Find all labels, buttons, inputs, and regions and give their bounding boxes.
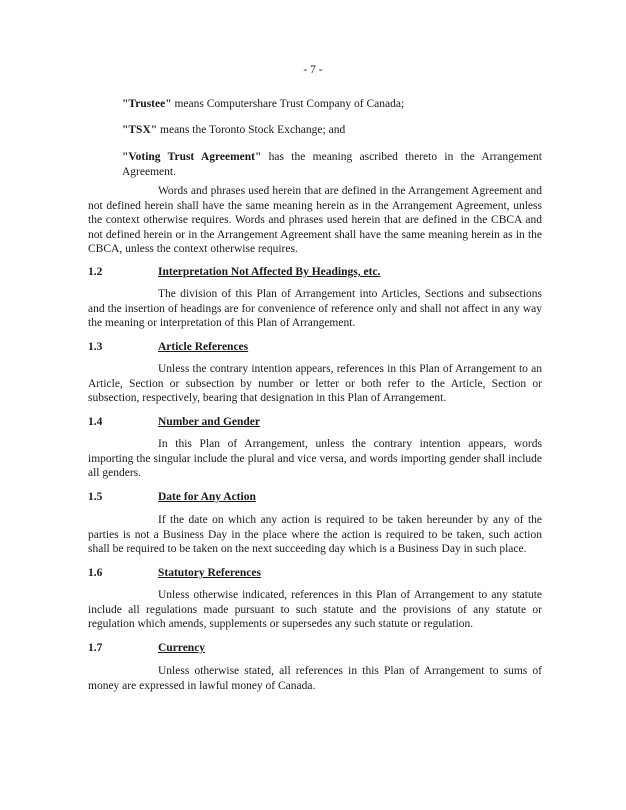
section-title: Currency: [158, 642, 206, 654]
definition-trustee: [122, 97, 542, 112]
section-number: 1.5: [88, 491, 103, 503]
section-number: 1.7: [88, 642, 103, 654]
section-number: 1.3: [88, 341, 103, 353]
section-body: The division of this Plan of Arrangement into Articles, Sections and subsections and the insertion of headings are for convenience of reference only and shall not affect in any way the meaning or interpretation of this Plan of Arrangement.: [88, 288, 542, 329]
section-title: Date for Any Action: [158, 491, 256, 503]
intro-paragraph: Words and phrases used herein that are defined in the Arrangement Agreement and not defined herein shall have the same meaning herein as in the Arrangement Agreement, unless the context otherwise requires. Words and phrases used herein that are defined in the CBCA and not defined herein or in the Arrangement Agreement shall have the same meaning herein as in the CBCA, unless the context otherwise requires.: [88, 185, 542, 255]
section-body: If the date on which any action is required to be taken hereunder by any of the parties is not a Business Day in the place where the action is required to be taken, such action shall be required to be taken on the next succeeding day which is a Business Day in such place.: [88, 514, 542, 555]
section-number: 1.2: [88, 266, 103, 278]
section-body: Unless the contrary intention appears, references in this Plan of Arrangement to an Article, Section or subsection by number or letter or both refer to the Article, Section or subsection, respectively, bearing that designation in this Plan of Arrangement.: [88, 363, 542, 404]
definition-voting-trust-agreement: [122, 150, 542, 179]
section-body: Unless otherwise stated, all references in this Plan of Arrangement to sums of money are expressed in lawful money of Canada.: [88, 665, 542, 692]
section-title: Article References: [158, 341, 249, 353]
definition-text: has the meaning ascribed thereto in the Arrangement Agreement.: [122, 151, 542, 178]
page-number: - 7 -: [303, 64, 323, 76]
definition-term: "Trustee": [122, 98, 172, 110]
definition-term: "TSX": [122, 124, 158, 136]
section-title: Number and Gender: [158, 416, 261, 428]
definition-tsx: [122, 123, 542, 138]
section-number: 1.4: [88, 416, 103, 428]
definition-text: means the Toronto Stock Exchange; and: [157, 124, 346, 136]
section-body: In this Plan of Arrangement, unless the contrary intention appears, words importing the singular include the plural and vice versa, and words importing gender shall include all genders.: [88, 438, 542, 479]
section-title: Statutory References: [158, 567, 261, 579]
definition-term: "Voting Trust Agreement": [122, 151, 262, 163]
section-number: 1.6: [88, 567, 103, 579]
section-title: Interpretation Not Affected By Headings, etc.: [158, 266, 381, 278]
section-body: Unless otherwise indicated, references in this Plan of Arrangement to any statute include all regulations made pursuant to such statute and the provisions of any statute or regulation which amends, supplements or supersedes any such statute or regulation.: [88, 589, 542, 630]
definition-text: means Computershare Trust Company of Canada;: [171, 98, 405, 110]
